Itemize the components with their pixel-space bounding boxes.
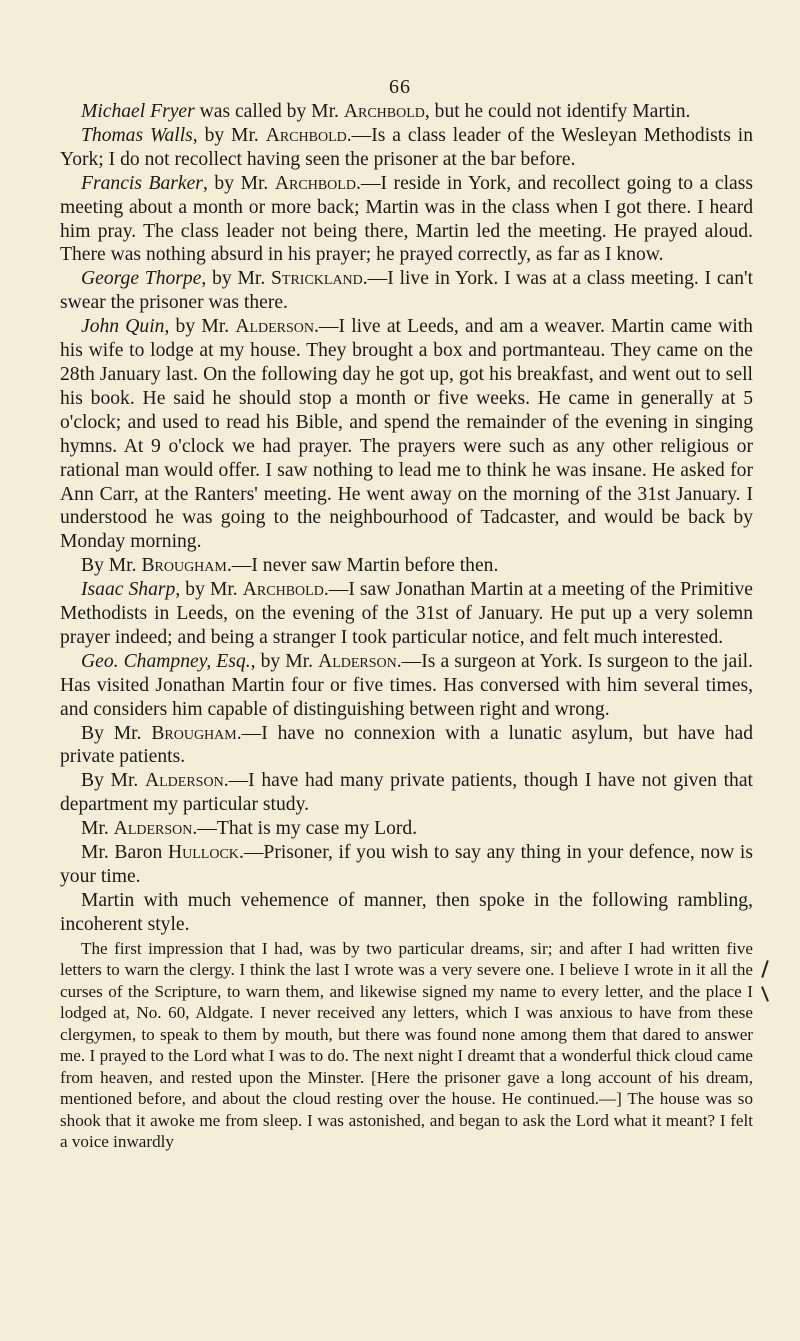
- testimony-paragraph: [60, 650, 753, 722]
- testimony-paragraph: [60, 100, 753, 124]
- examiner-name: Alderson: [235, 316, 315, 338]
- examiner-name: Alderson: [318, 650, 397, 672]
- testimony-paragraph: [60, 722, 753, 770]
- testimony-paragraph: [60, 769, 753, 817]
- witness-name: Thomas Walls: [81, 124, 193, 146]
- testimony-section: [60, 100, 753, 937]
- testimony-paragraph: [60, 315, 753, 554]
- examination-prefix: By Mr.: [81, 722, 152, 744]
- examination-prefix: , by Mr.: [250, 650, 319, 672]
- examination-prefix: , by Mr.: [175, 579, 243, 601]
- witness-name: Michael Fryer: [81, 101, 195, 122]
- testimony-paragraph: [60, 124, 753, 172]
- witness-name: Geo. Champney, Esq.: [81, 650, 251, 672]
- testimony-text: .—I saw Jonathan Martin at a meeting of the Primitive Methodists in Leeds, on the evening of the 31st of January. He put up a very solemn prayer indeed; and being a stranger I took particular notice, and felt much interested.: [60, 579, 754, 648]
- examiner-name: Brougham: [141, 555, 227, 577]
- testimony-text: .—I live at Leeds, and am a weaver. Martin came with his wife to lodge at my house. They brought a box and portmanteau. They came on the 28th January last. On the following day he got up, got his breakfast, and went out to sell his book. He said he should stop a month or five weeks. He came in generally at 5 o'clock; and used to read his Bible, and spend the remainder of the evening in singing hymns. At 9 o'clock we had prayer. The prayers were such as any other religious or rational man would offer. I saw nothing to lead me to think he was insane. He asked for Ann Carr, at the Ranters' meeting. He went away on the morning of the 31st January. I understood he was going to the neighbourhood of Tadcaster, and would be back by Monday morning.: [60, 316, 753, 553]
- testimony-text: .—Prisoner, if you wish to say any thing in your defence, now is your time.: [60, 842, 753, 887]
- examination-prefix: , by Mr.: [164, 316, 236, 338]
- examiner-name: Strickland: [271, 268, 363, 290]
- examination-prefix: , by Mr.: [192, 124, 266, 146]
- testimony-text: .—I reside in York, and recollect going to a class meeting about a month or more back; Martin was in the class when I got there. I heard him pray. The class leader not being there, Martin led the meeting. He prayed aloud. There was nothing absurd in his prayer; he prayed correctly, as far as I know.: [60, 172, 753, 266]
- witness-name: Francis Barker: [81, 172, 203, 194]
- examination-prefix: , by Mr.: [202, 172, 275, 194]
- examination-prefix: By Mr.: [81, 555, 142, 577]
- testimony-text: .—That is my case my Lord.: [192, 818, 418, 840]
- testimony-text: .—I have had many private patients, though I have not given that department my particular study.: [60, 770, 753, 816]
- examiner-name: Archbold: [274, 172, 356, 194]
- margin-mark: [761, 986, 769, 1002]
- testimony-text: .—I live in York. I was at a class meeting. I can't swear the prisoner was there.: [60, 268, 754, 314]
- page-number: 66: [389, 76, 411, 98]
- testimony-paragraph: [60, 554, 753, 578]
- examiner-name: Archbold: [242, 579, 324, 601]
- witness-name: Isaac Sharp: [81, 579, 176, 601]
- testimony-paragraph: [60, 172, 753, 268]
- testimony-paragraph: [60, 841, 753, 889]
- testimony-paragraph: [60, 889, 753, 937]
- testimony-text: .—I have no connexion with a lunatic asylum, but have had private patients.: [60, 722, 753, 768]
- examiner-name: Alderson: [113, 818, 193, 840]
- testimony-text: , but he could not identify Martin.: [424, 101, 691, 122]
- testimony-paragraph: [60, 817, 753, 841]
- margin-mark: [761, 960, 768, 978]
- examiner-name: Alderson: [144, 770, 224, 792]
- testimony-text: .—I never saw Martin before then.: [226, 555, 499, 577]
- examiner-name: Archbold: [265, 124, 347, 146]
- testimony-paragraph: [60, 267, 753, 315]
- testimony-text: Martin with much vehemence of manner, then spoke in the following rambling, incoherent style.: [60, 889, 753, 935]
- testimony-text: .—Is a class leader of the Wesleyan Methodists in York; I do not recollect having seen the prisoner at the bar before.: [60, 124, 753, 170]
- testimony-paragraph: [60, 578, 753, 650]
- witness-name: John Quin: [81, 316, 165, 338]
- examination-prefix: , by Mr.: [201, 268, 271, 290]
- testimony-text: .—Is a surgeon at York. Is surgeon to the jail. Has visited Jonathan Martin four or five times. Has conversed with him several times, and considers him capable of distinguishing between right and wrong.: [60, 650, 753, 720]
- examination-prefix: Mr.: [81, 818, 114, 840]
- examination-prefix: was called by Mr.: [194, 101, 344, 122]
- examiner-name: Brougham: [151, 722, 237, 744]
- speech-paragraph: The first impression that I had, was by two particular dreams, sir; and after I had written five letters to warn the clergy. I think the last I wrote was a very severe one. I believe I wrote in it all the curses of the Scripture, to warn them, and likewise signed my name to every letter, and the place I lodged at, No. 60, Aldgate. I never received any letters, which I was anxious to have from these clergymen, to speak to them by mouth, but there was found none among them that dared to answer me. I prayed to the Lord what I was to do. The next night I dreamt that a wonderful thick cloud came from heaven, and rested upon the Minster. [Here the prisoner gave a long account of his dream, mentioned before, and about the cloud resting over the house. He continued.—] The house was so shook that it awoke me from sleep. I was astonished, and began to ask the Lord what it meant? I felt a voice inwardly: [60, 938, 753, 1152]
- text-column: [60, 100, 753, 1153]
- examiner-name: Archbold: [343, 101, 425, 122]
- examination-prefix: Mr. Baron: [81, 842, 168, 864]
- examiner-name: Hullock: [168, 842, 239, 864]
- witness-name: George Thorpe: [81, 268, 202, 290]
- prisoner-speech: [60, 938, 753, 1153]
- examination-prefix: By Mr.: [81, 770, 145, 792]
